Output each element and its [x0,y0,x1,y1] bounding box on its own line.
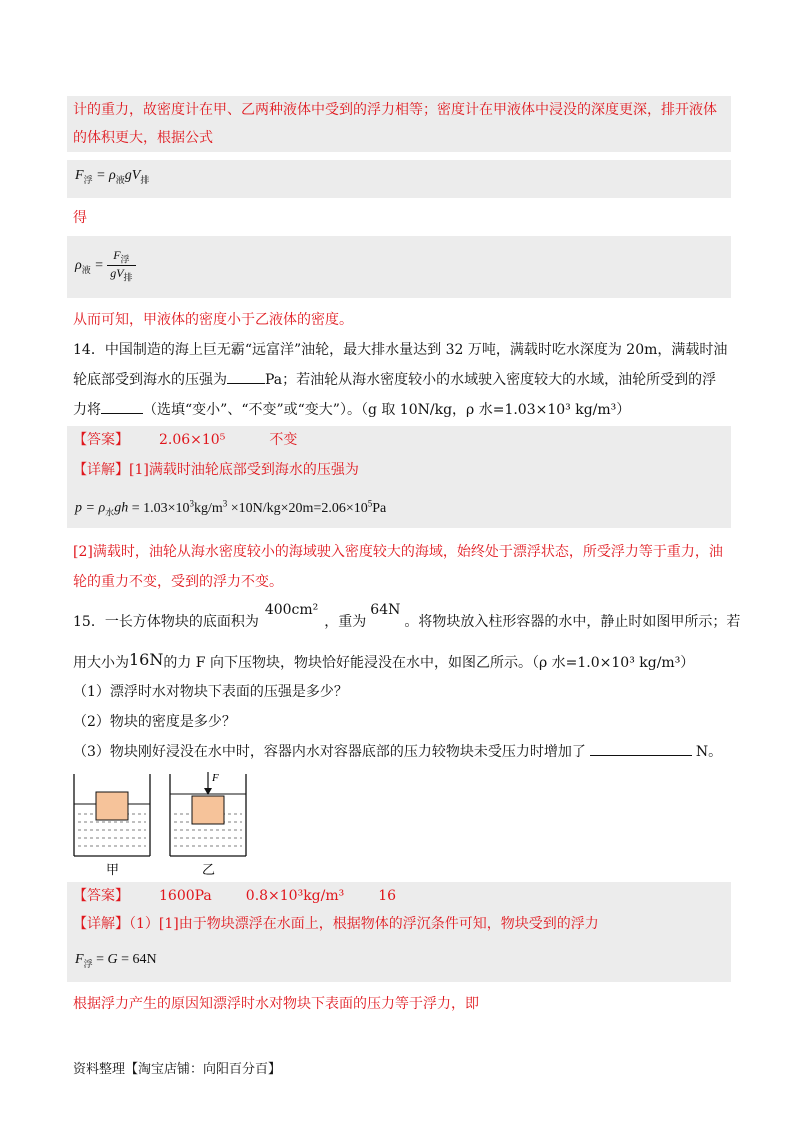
q15-text: 。将物块放入柱形容器的水中，静止时如图甲所示；若 [404,614,741,630]
q15-text: ，重为 [324,614,367,630]
q14-line-3 [73,400,630,420]
q15-weight: 64N [370,602,401,618]
intro-conclusion: 从而可知，甲液体的密度小于乙液体的密度。 [73,312,353,328]
q14-detail-1 [73,460,359,480]
q15-sub-1: （1）漂浮时水对物块下表面的压强是多少？ [73,684,348,700]
q15-text: 的力 F 向下压物块，物块恰好能浸没在水中，如图乙所示。（ρ 水=1.0×10³ kg/m³） [163,655,695,671]
answer-value: 不变 [269,432,298,448]
q15-area: 400cm² [264,602,319,618]
shade-block [67,236,731,298]
footer-source: 资料整理【淘宝店铺：向阳百分百】 [73,1062,282,1077]
figure-label-jia: 甲 [106,863,120,878]
formula-pressure: $p = \rho_水gh = 1.03\times 10^3kg/m^3 \times 10N/kg\times 20m=2.06\times 10^5Pa$ [75,498,387,518]
block-yi [192,796,224,824]
q15-answer [73,886,396,906]
detail-tag: 【详解】 [73,462,129,478]
intro-line-2: 的体积更大，根据公式 [73,130,213,146]
q15-sub-2: （2）物块的密度是多少？ [73,714,236,730]
q15-sub-3 [73,742,722,762]
q15-line-2 [73,652,694,673]
q14-text: Pa；若油轮从海水密度较小的水域驶入密度较大的水域，油轮所受到的浮 [265,372,717,388]
answer-tag: 【答案】 [73,888,129,904]
answer-blank[interactable] [227,383,265,384]
answer-blank[interactable] [101,413,143,414]
q15-force: 16N [129,650,164,669]
answer-value: 1600Pa [159,888,212,904]
answer-value: 0.8×10³kg/m³ [245,888,345,904]
formula-density: $\rho_液$ = $\frac{F_浮}{gV_排}$ [75,248,136,284]
answer-value: 2.06×10⁵ [159,432,226,448]
detail-tag: 【详解】 [73,916,129,932]
answer-value: 16 [378,888,397,904]
block-jia [96,792,128,820]
q15-detail-1 [73,914,599,934]
q14-text: 轮底部受到海水的压强为 [73,372,227,388]
figure-containers [70,770,270,880]
container-jia [74,774,150,856]
q14-detail-2b: 轮的重力不变，受到的浮力不变。 [73,574,283,590]
force-label: F [212,772,219,784]
intro-line-1: 计的重力，故密度计在甲、乙两种液体中受到的浮力相等；密度计在甲液体中浸没的深度更深，排开液体 [73,102,717,118]
formula-buoyancy-g: $F_浮 = G = 64N$ [75,952,157,969]
q15-text: 15．一长方体物块的底面积为 [73,614,259,630]
shade-block [67,942,731,982]
q15-detail-2: 根据浮力产生的原因知漂浮时水对物块下表面的压力等于浮力，即 [73,996,479,1012]
formula-buoyancy: $F_浮 = \rho_液gV_排$ [75,168,150,185]
q14-answer [73,430,297,450]
q14-text: （选填“变小”、“不变”或“变大”）。（g 取 10N/kg，ρ 水=1.03×10³ kg/m³） [143,402,631,418]
q15-line-1 [73,602,741,632]
detail-text: [1]满载时油轮底部受到海水的压强为 [129,462,359,478]
answer-tag: 【答案】 [73,432,129,448]
q15-text: （3）物块刚好浸没在水中时，容器内水对容器底部的压力较物块未受压力时增加了 [73,744,586,760]
q14-detail-2a: [2]满载时，油轮从海水密度较小的海域驶入密度较大的海域，始终处于漂浮状态，所受浮力等于重力，油 [73,544,723,560]
q14-text: 力将 [73,402,101,418]
intro-de: 得 [73,210,87,226]
figure-label-yi: 乙 [202,863,216,878]
q14-line-2 [73,370,716,390]
shade-block [67,160,731,198]
q15-text: N。 [695,744,723,760]
answer-blank[interactable] [590,755,692,756]
detail-text: （1）[1]由于物块漂浮在水面上，根据物体的浮沉条件可知，物块受到的浮力 [129,916,599,932]
q14-line-1: 14．中国制造的海上巨无霸“远富洋”油轮，最大排水量达到 32 万吨，满载时吃水深度为 20m，满载时油 [73,342,728,358]
container-yi [170,772,246,856]
q15-text: 用大小为 [73,655,129,671]
